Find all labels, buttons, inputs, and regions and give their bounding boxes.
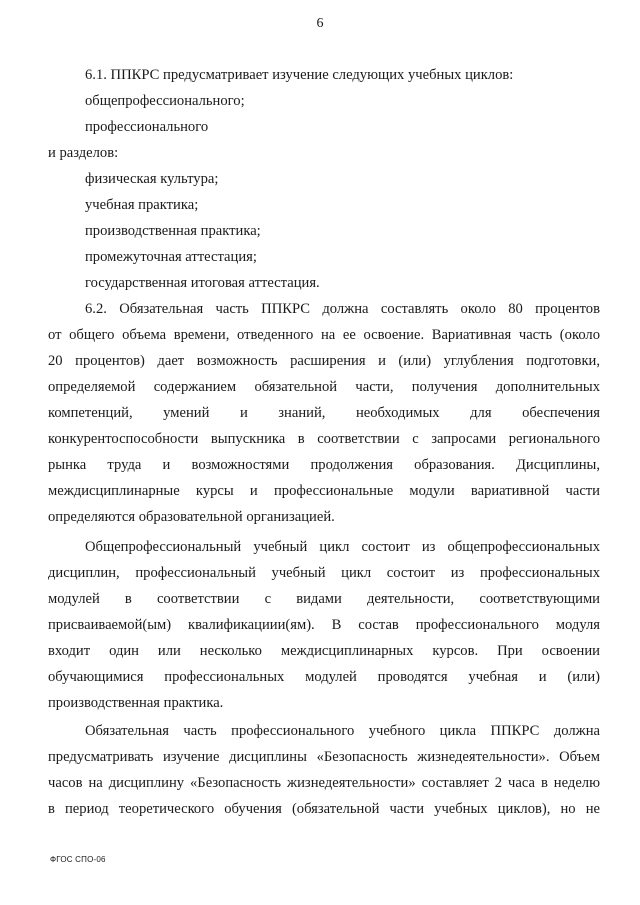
text-line: часов на дисциплину «Безопасность жизнедеятельности» составляет 2 часа в неделю (48, 775, 600, 791)
text-line: в период теоретического обучения (обязательной части учебных циклов), но не (48, 801, 600, 817)
text-line: рынка труда и возможностями продолжения образования. Дисциплины, (48, 457, 600, 473)
text-line: присваиваемой(ым) квалификациии(ям). В состав профессионального модуля (48, 617, 600, 633)
text-line: обучающимися профессиональных модулей проводятся учебная и (или) (48, 669, 600, 685)
text-line: определяемой содержанием обязательной части, получения дополнительных (48, 379, 600, 395)
text-line: производственная практика. (48, 695, 224, 711)
text-line: модулей в соответствии с видами деятельности, соответствующими (48, 591, 600, 607)
text-line: и разделов: (48, 145, 119, 161)
text-line: учебная практика; (85, 197, 199, 213)
text-line: Общепрофессиональный учебный цикл состоит из общепрофессиональных (85, 539, 600, 555)
text-line: определяются образовательной организацией. (48, 509, 335, 525)
text-line: предусматривать изучение дисциплины «Безопасность жизнедеятельности». Объем (48, 749, 600, 765)
text-line: 20 процентов) дает возможность расширения и (или) углубления подготовки, (48, 353, 600, 369)
text-line: входит один или несколько междисциплинарных курсов. При освоении (48, 643, 600, 659)
text-line: компетенций, умений и знаний, необходимых для обеспечения (48, 405, 600, 421)
text-line: 6.1. ППКРС предусматривает изучение следующих учебных циклов: (85, 67, 514, 83)
text-line: физическая культура; (85, 171, 219, 187)
text-line: дисциплин, профессиональный учебный цикл состоит из профессиональных (48, 565, 600, 581)
text-line: профессионального (85, 119, 209, 135)
text-line: 6.2. Обязательная часть ППКРС должна составлять около 80 процентов (85, 301, 600, 317)
text-line: от общего объема времени, отведенного на ее освоение. Вариативная часть (около (48, 327, 600, 343)
footer-label: ФГОС СПО-06 (50, 855, 106, 864)
text-line: промежуточная аттестация; (85, 249, 257, 265)
text-line: государственная итоговая аттестация. (85, 275, 320, 291)
page-number: 6 (316, 16, 324, 31)
text-line: междисциплинарные курсы и профессиональные модули вариативной части (48, 483, 600, 499)
text-line: общепрофессионального; (85, 93, 245, 109)
text-line: Обязательная часть профессионального учебного цикла ППКРС должна (85, 723, 600, 739)
text-line: производственная практика; (85, 223, 261, 239)
text-line: конкурентоспособности выпускника в соответствии с запросами регионального (48, 431, 600, 447)
